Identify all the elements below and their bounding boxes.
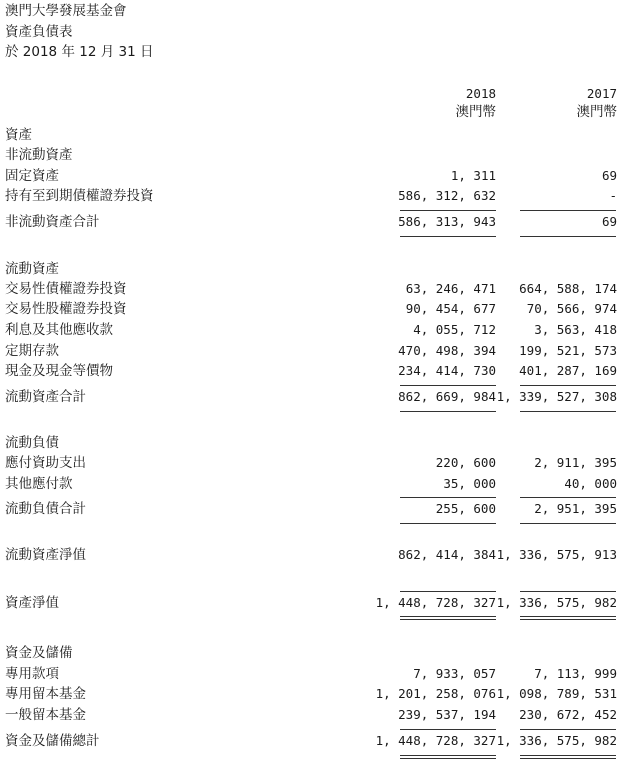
rule-line <box>520 497 616 498</box>
row-value-liabilities-total-2018: 255, 600 <box>435 501 496 516</box>
section-funds-reserves: 資金及儲備 <box>5 645 73 661</box>
row-label-restricted-endowment: 專用留本基金 <box>5 686 86 702</box>
row-label-other-payables: 其他應付款 <box>5 476 73 492</box>
row-value-non-current-total-2017: 69 <box>601 214 617 229</box>
row-label-trading-bonds: 交易性債權證券投資 <box>5 281 127 297</box>
row-label-grants-payable: 應付資助支出 <box>5 455 86 471</box>
rule-line <box>400 236 496 237</box>
double-rule-line <box>400 619 496 620</box>
section-current-assets: 流動資產 <box>5 261 59 277</box>
row-value-grants-payable-2017: 2, 911, 395 <box>534 455 617 470</box>
row-value-trading-bonds-2017: 664, 588, 174 <box>519 281 617 296</box>
row-label-net-current-assets: 流動資產淨值 <box>5 547 86 563</box>
row-value-other-payables-2017: 40, 000 <box>564 476 617 491</box>
row-label-funds-total: 資金及儲備總計 <box>5 733 100 749</box>
row-value-htm-bonds-2018: 586, 312, 632 <box>398 188 496 203</box>
section-current-liabilities: 流動負債 <box>5 435 59 451</box>
row-value-fixed-assets-2017: 69 <box>601 168 617 183</box>
rule-line <box>520 729 616 730</box>
column-currency-2018: 澳門幣 <box>455 104 496 120</box>
row-value-net-current-assets-2018: 862, 414, 384 <box>398 547 496 562</box>
rule-line <box>520 210 616 211</box>
row-value-funds-total-2018: 1, 448, 728, 327 <box>375 733 496 748</box>
column-currency-2017: 澳門幣 <box>576 104 617 120</box>
row-value-interest-receivable-2017: 3, 563, 418 <box>534 322 617 337</box>
row-value-net-current-assets-2017: 1, 336, 575, 913 <box>496 547 617 562</box>
column-year-2017: 2017 <box>586 86 617 101</box>
row-value-net-assets-2018: 1, 448, 728, 327 <box>375 595 496 610</box>
row-value-funds-total-2017: 1, 336, 575, 982 <box>496 733 617 748</box>
row-value-other-payables-2018: 35, 000 <box>443 476 496 491</box>
rule-line <box>400 411 496 412</box>
double-rule-line <box>520 616 616 617</box>
rule-line <box>400 385 496 386</box>
row-value-htm-bonds-2017: - <box>609 188 617 203</box>
row-value-non-current-total-2018: 586, 313, 943 <box>398 214 496 229</box>
rule-line <box>400 210 496 211</box>
double-rule-line <box>520 758 616 759</box>
section-assets: 資產 <box>5 127 32 143</box>
row-label-cash: 現金及現金等價物 <box>5 363 113 379</box>
rule-line <box>400 729 496 730</box>
row-value-general-endowment-2017: 230, 672, 452 <box>519 707 617 722</box>
row-value-net-assets-2017: 1, 336, 575, 982 <box>496 595 617 610</box>
rule-line <box>400 591 496 592</box>
row-value-general-endowment-2018: 239, 537, 194 <box>398 707 496 722</box>
row-value-grants-payable-2018: 220, 600 <box>435 455 496 470</box>
org-name: 澳門大學發展基金會 <box>5 3 127 19</box>
rule-line <box>520 523 616 524</box>
rule-line <box>520 591 616 592</box>
row-value-time-deposits-2018: 470, 498, 394 <box>398 343 496 358</box>
row-value-fixed-assets-2018: 1, 311 <box>450 168 496 183</box>
row-label-current-total: 流動資產合計 <box>5 389 86 405</box>
row-value-cash-2018: 234, 414, 730 <box>398 363 496 378</box>
row-label-trading-equity: 交易性股權證券投資 <box>5 301 127 317</box>
row-value-current-total-2018: 862, 669, 984 <box>398 389 496 404</box>
row-label-non-current-total: 非流動資產合計 <box>5 214 100 230</box>
row-label-htm-bonds: 持有至到期債權證券投資 <box>5 188 154 204</box>
double-rule-line <box>400 616 496 617</box>
row-value-trading-equity-2017: 70, 566, 974 <box>526 301 617 316</box>
row-value-designated-funds-2017: 7, 113, 999 <box>534 666 617 681</box>
rule-line <box>520 385 616 386</box>
rule-line <box>520 411 616 412</box>
row-label-designated-funds: 專用款項 <box>5 666 59 682</box>
row-label-liabilities-total: 流動負債合計 <box>5 501 86 517</box>
row-value-time-deposits-2017: 199, 521, 573 <box>519 343 617 358</box>
row-label-time-deposits: 定期存款 <box>5 343 59 359</box>
rule-line <box>400 523 496 524</box>
statement-title: 資產負債表 <box>5 24 73 40</box>
row-label-fixed-assets: 固定資產 <box>5 168 59 184</box>
statement-date: 於 2018 年 12 月 31 日 <box>5 44 154 60</box>
row-value-current-total-2017: 1, 339, 527, 308 <box>496 389 617 404</box>
section-non-current-assets: 非流動資產 <box>5 147 73 163</box>
row-value-restricted-endowment-2018: 1, 201, 258, 076 <box>375 686 496 701</box>
row-label-net-assets: 資產淨值 <box>5 595 59 611</box>
row-value-trading-equity-2018: 90, 454, 677 <box>405 301 496 316</box>
row-value-cash-2017: 401, 287, 169 <box>519 363 617 378</box>
rule-line <box>520 236 616 237</box>
double-rule-line <box>400 758 496 759</box>
row-value-restricted-endowment-2017: 1, 098, 789, 531 <box>496 686 617 701</box>
row-value-designated-funds-2018: 7, 933, 057 <box>413 666 496 681</box>
row-value-liabilities-total-2017: 2, 951, 395 <box>534 501 617 516</box>
double-rule-line <box>520 755 616 756</box>
double-rule-line <box>400 755 496 756</box>
rule-line <box>400 497 496 498</box>
double-rule-line <box>520 619 616 620</box>
column-year-2018: 2018 <box>465 86 496 101</box>
row-label-general-endowment: 一般留本基金 <box>5 707 86 723</box>
row-value-trading-bonds-2018: 63, 246, 471 <box>405 281 496 296</box>
row-label-interest-receivable: 利息及其他應收款 <box>5 322 113 338</box>
row-value-interest-receivable-2018: 4, 055, 712 <box>413 322 496 337</box>
